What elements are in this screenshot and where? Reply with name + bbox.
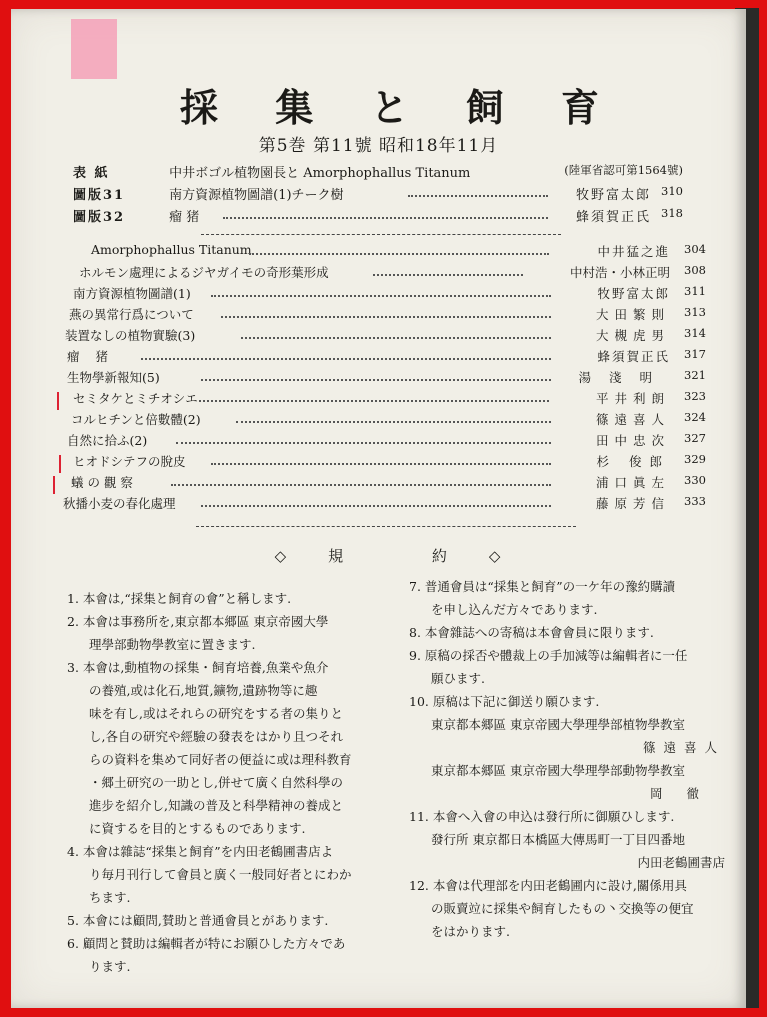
feature-label: 圖版32: [73, 210, 126, 225]
toc-title: 蟻 の 觀 察: [71, 475, 133, 490]
toc-page: 308: [684, 263, 706, 277]
rule-line: ちます.: [89, 890, 131, 905]
toc-row: [61, 368, 706, 389]
rule-line: の販賣竝に採集や飼育したもの丶交換等の便宜: [431, 901, 694, 916]
feature-approval: (陸軍省認可第1564號): [564, 163, 683, 177]
rule-line: 12. 本會は代理部を内田老鶴圃内に設け,關係用具: [409, 878, 687, 893]
toc-title: 南方資源植物圖譜(1): [73, 286, 191, 301]
toc-row: [61, 242, 706, 263]
feature-row-plate32: [73, 206, 683, 228]
toc-title: 燕の異常行爲について: [69, 307, 194, 322]
toc-row: [61, 305, 706, 326]
toc-row: [61, 263, 706, 284]
rules-left-column: [67, 587, 387, 978]
rule-line: 東京都本郷區 東京帝國大學理學部植物學教室: [431, 717, 685, 732]
toc-title: ヒオドシテフの脫皮: [73, 454, 186, 469]
rule-line: 10. 原稿は下記に御送り願ひます.: [409, 694, 600, 709]
sticky-note: [71, 19, 117, 79]
toc-author: 牧野富太郎: [597, 286, 670, 301]
leader-dots: [211, 463, 551, 465]
toc-row: [61, 410, 706, 431]
pen-mark: [59, 455, 61, 473]
toc-row: [61, 347, 706, 368]
toc-title: 瘤 猪: [67, 349, 114, 364]
feature-author: 牧野富太郎: [575, 188, 651, 203]
toc-title: 自然に拾ふ(2): [67, 433, 148, 448]
rules-right-column: [409, 575, 739, 943]
leader-dots: [211, 295, 551, 297]
toc-page: 314: [684, 326, 706, 340]
toc-author: 中井猛之進: [597, 244, 670, 259]
toc-title: 秋播小麦の春化處理: [63, 496, 176, 511]
leader-dots: [241, 337, 551, 339]
rule-line: に資するを目的とするものであります.: [89, 821, 306, 836]
toc-author: 蜂須賀正氏: [597, 349, 670, 364]
pen-mark: [53, 476, 55, 494]
rule-line: 内田老鶴圃書店: [637, 855, 725, 870]
rule-line: 發行所 東京都日本橋區大傳馬町一丁目四番地: [431, 832, 685, 847]
rule-line: 9. 原稿の採否や體裁上の手加減等は編輯者に一任: [409, 648, 688, 663]
rule-line: を申し込んだ方々であります.: [431, 602, 598, 617]
rule-line: し,各自の研究や經驗の發表をはかり且つそれ: [89, 729, 343, 744]
divider-top: [201, 234, 561, 235]
feature-label: 表 紙: [73, 166, 110, 181]
toc-row: [61, 389, 706, 410]
leader-dots: [201, 505, 551, 507]
leader-dots: [221, 316, 551, 318]
rule-line: 5. 本會には顧問,賛助と普通會員とがあります.: [67, 913, 329, 928]
rule-line: 1. 本會は,“採集と飼育の會”と稱します.: [67, 591, 292, 606]
toc-page: 323: [684, 389, 706, 403]
rule-line: 願ひます.: [431, 671, 485, 686]
leader-dots: [236, 421, 551, 423]
rule-line: 篠遠喜人: [642, 740, 725, 755]
rule-line: 11. 本會へ入會の申込は發行所に御願ひします.: [409, 809, 675, 824]
toc-author: 杉 俊郎: [596, 454, 670, 469]
toc-title: コルヒチンと倍數體(2): [71, 412, 201, 427]
toc-title: セミタケとミチオシエ: [73, 391, 198, 406]
rules-heading: ◇規 約◇: [274, 547, 543, 565]
toc-page: 321: [684, 368, 706, 382]
toc-row: [61, 473, 706, 494]
leader-dots: [408, 195, 548, 197]
toc-page: 330: [684, 473, 706, 487]
feature-text: 瘤 猪: [169, 210, 200, 225]
toc-row: [61, 494, 706, 515]
rule-line: 2. 本會は事務所を,東京都本郷區 東京帝國大學: [67, 614, 329, 629]
toc-row: [61, 284, 706, 305]
toc-title: 装置なしの植物實驗(3): [65, 328, 196, 343]
feature-row-plate31: [73, 184, 683, 206]
toc-page: 313: [684, 305, 706, 319]
rule-line: の養殖,或は化石,地質,鑛物,遺跡物等に趣: [89, 683, 318, 698]
toc-page: 311: [684, 284, 706, 298]
rule-line: 6. 顧問と賛助は編輯者が特にお願ひした方々であ: [67, 936, 346, 951]
rule-line: 8. 本會雜誌への寄稿は本會會員に限ります.: [409, 625, 654, 640]
magazine-title: 採 集 と 飼 育: [180, 85, 621, 130]
leader-dots: [223, 217, 548, 219]
toc-row: [61, 452, 706, 473]
toc-title: ホルモン處理によるジヤガイモの奇形葉形成: [79, 265, 329, 280]
toc-title: Amorphophallus Titanum: [91, 242, 252, 257]
toc-author: 田中忠次: [595, 433, 670, 448]
leader-dots: [249, 253, 549, 255]
rule-line: 3. 本會は,動植物の採集・飼育培養,魚業や魚介: [67, 660, 329, 675]
toc-author: 平井利朗: [595, 391, 670, 406]
rule-line: 進步を紹介し,知識の普及と科學精神の養成と: [89, 798, 343, 813]
toc-row: [61, 431, 706, 452]
rule-line: ります.: [89, 959, 131, 974]
feature-page: 318: [661, 206, 683, 220]
toc-author: 湯淺明: [578, 370, 670, 385]
issue-line: 第5巻 第11號 昭和18年11月: [258, 136, 499, 156]
toc-title: 生物學新報知(5): [67, 370, 160, 385]
toc-author: 藤原芳信: [595, 496, 670, 511]
rule-line: 岡 徹: [650, 786, 709, 801]
leader-dots: [373, 274, 523, 276]
rule-line: ・郷土研究の一助とし,併せて廣く自然科學の: [89, 775, 343, 790]
feature-text: 南方資源植物圖譜(1)チーク樹: [169, 188, 344, 203]
feature-row-cover: [73, 162, 683, 184]
rule-line: 味を有し,或はそれらの研究をする者の集りと: [89, 706, 343, 721]
toc-author: 大田繁則: [595, 307, 670, 322]
leader-dots: [201, 379, 551, 381]
toc-row: [61, 326, 706, 347]
toc-page: 333: [684, 494, 706, 508]
toc-author: 大槻虎男: [595, 328, 670, 343]
rule-line: 7. 普通會員は“採集と飼育”の一ケ年の豫約購讀: [409, 579, 676, 594]
toc-author: 中村浩・小林正明: [569, 265, 670, 280]
feature-author: 蜂須賀正氏: [575, 210, 651, 225]
magazine-page: [11, 9, 746, 1008]
feature-label: 圖版31: [73, 188, 126, 203]
rule-line: り毎月刊行して會員と廣く一般同好者とにわか: [89, 867, 352, 882]
rule-line: 4. 本會は雜誌“採集と飼育”を内田老鶴圃書店よ: [67, 844, 334, 859]
toc-page: 317: [684, 347, 706, 361]
toc-author: 浦口眞左: [595, 475, 670, 490]
toc-page: 327: [684, 431, 706, 445]
feature-page: 310: [661, 184, 683, 198]
toc-page: 324: [684, 410, 706, 424]
toc-page: 329: [684, 452, 706, 466]
leader-dots: [171, 484, 551, 486]
pen-mark: [57, 392, 59, 410]
divider-bottom: [196, 526, 576, 527]
rule-line: 理學部動物學教室に置きます.: [89, 637, 256, 652]
rule-line: 東京都本郷區 東京帝國大學理學部動物學教室: [431, 763, 685, 778]
rule-line: をはかります.: [431, 924, 510, 939]
leader-dots: [199, 400, 549, 402]
toc-page: 304: [684, 242, 706, 256]
feature-text: 中井ボゴル植物園長と Amorphophallus Titanum: [169, 166, 471, 181]
toc-author: 篠遠喜人: [595, 412, 670, 427]
leader-dots: [176, 442, 551, 444]
rule-line: らの資料を集めて同好者の便益に或は理科教育: [89, 752, 352, 767]
leader-dots: [141, 358, 551, 360]
